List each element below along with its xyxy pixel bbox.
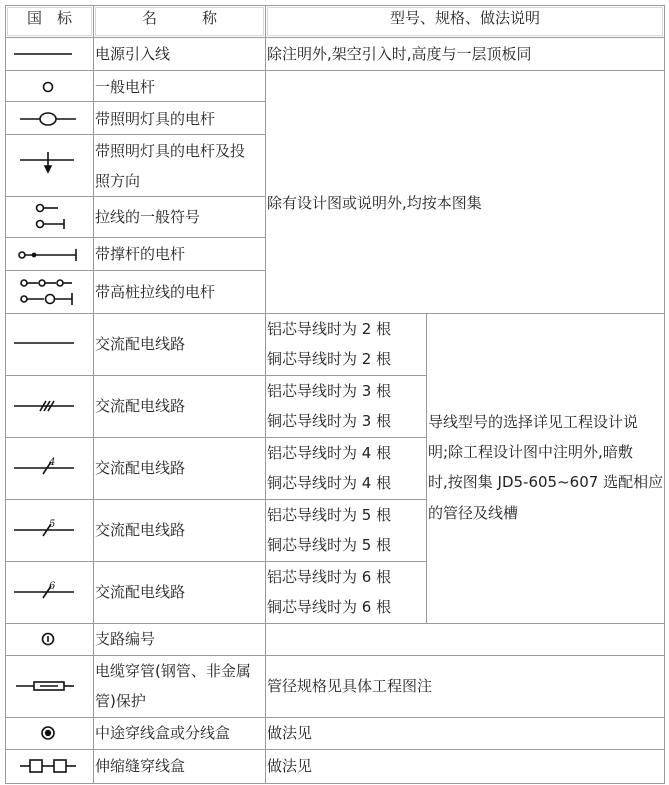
ac-line-name: 交流配电线路 [95, 521, 186, 539]
ac-line-cu: 铜芯导线时为 3 根 [267, 412, 392, 430]
tail-spec: 做法见 [267, 757, 313, 775]
ac-line-cu: 铜芯导线时为 6 根 [267, 598, 392, 616]
pole-with-light-symbol [20, 113, 76, 125]
row-name: 带照明灯具的电杆 [95, 110, 216, 128]
row-name: 带撑杆的电杆 [95, 245, 186, 263]
ac-line-cu: 铜芯导线时为 5 根 [267, 536, 392, 554]
tail-spec: 做法见 [267, 724, 313, 742]
header-symbol: 国 标 [26, 9, 72, 27]
ac-note-line: 时,按图集 JD5-605~607 选配相应 [428, 473, 664, 491]
tail-name: 中途穿线盒或分线盒 [95, 724, 231, 742]
row-name: 带照明灯具的电杆及投 [95, 142, 246, 160]
pole-circle-symbol [44, 83, 53, 92]
ac-line-4-symbol [14, 462, 74, 474]
ac-line-al: 铝芯导线时为 2 根 [267, 320, 392, 338]
ac-line-6-symbol [14, 586, 74, 598]
ac-line-name: 交流配电线路 [95, 335, 186, 353]
branch-number-symbol [43, 634, 54, 645]
ac-note-line: 明;除工程设计图中注明外,暗敷 [428, 443, 633, 461]
ac-line-name: 交流配电线路 [95, 583, 186, 601]
strut-pole-symbol [19, 249, 76, 261]
cable-conduit-symbol [16, 682, 74, 690]
header-name: 名 称 [141, 9, 217, 27]
tail-name: 管)保护 [95, 692, 146, 710]
ac-line-5-symbol [14, 524, 74, 536]
row-name: 拉线的一般符号 [95, 208, 201, 226]
expansion-joint-box-symbol [20, 760, 76, 772]
ac-line-6-mark: 6 [49, 581, 56, 592]
ac-line-3-symbol [14, 401, 74, 411]
ac-line-4-mark: 4 [49, 457, 56, 468]
row-name: 电源引入线 [95, 45, 171, 63]
ac-line-5-mark: 5 [49, 519, 56, 530]
tail-name: 支路编号 [95, 630, 156, 648]
ac-line-al: 铝芯导线时为 3 根 [267, 382, 392, 400]
ac-line-al: 铝芯导线时为 6 根 [267, 568, 392, 586]
guy-wire-symbol [37, 205, 65, 230]
junction-box-symbol [42, 727, 54, 739]
row-name: 带高桩拉线的电杆 [95, 283, 216, 301]
group-spec: 除有设计图或说明外,均按本图集 [267, 194, 482, 212]
high-stake-guy-symbol [21, 280, 72, 305]
header-spec: 型号、规格、做法说明 [389, 9, 540, 27]
ac-line-name: 交流配电线路 [95, 397, 186, 415]
ac-line-al: 铝芯导线时为 5 根 [267, 506, 392, 524]
tail-name: 电缆穿管(钢管、非金属 [95, 662, 251, 680]
row-name: 一般电杆 [95, 78, 156, 96]
tail-spec: 管径规格见具体工程图注 [267, 677, 433, 695]
ac-line-al: 铝芯导线时为 4 根 [267, 444, 392, 462]
row-name: 照方向 [95, 172, 141, 190]
ac-line-cu: 铜芯导线时为 4 根 [267, 474, 392, 492]
row-spec: 除注明外,架空引入时,高度与一层顶板同 [267, 45, 532, 63]
pole-light-direction-symbol [20, 152, 74, 172]
ac-note-line: 的管径及线槽 [428, 504, 519, 522]
ac-line-name: 交流配电线路 [95, 459, 186, 477]
ac-note-line: 导线型号的选择详见工程设计说 [428, 413, 639, 431]
ac-line-cu: 铜芯导线时为 2 根 [267, 350, 392, 368]
tail-name: 伸缩缝穿线盒 [95, 757, 186, 775]
